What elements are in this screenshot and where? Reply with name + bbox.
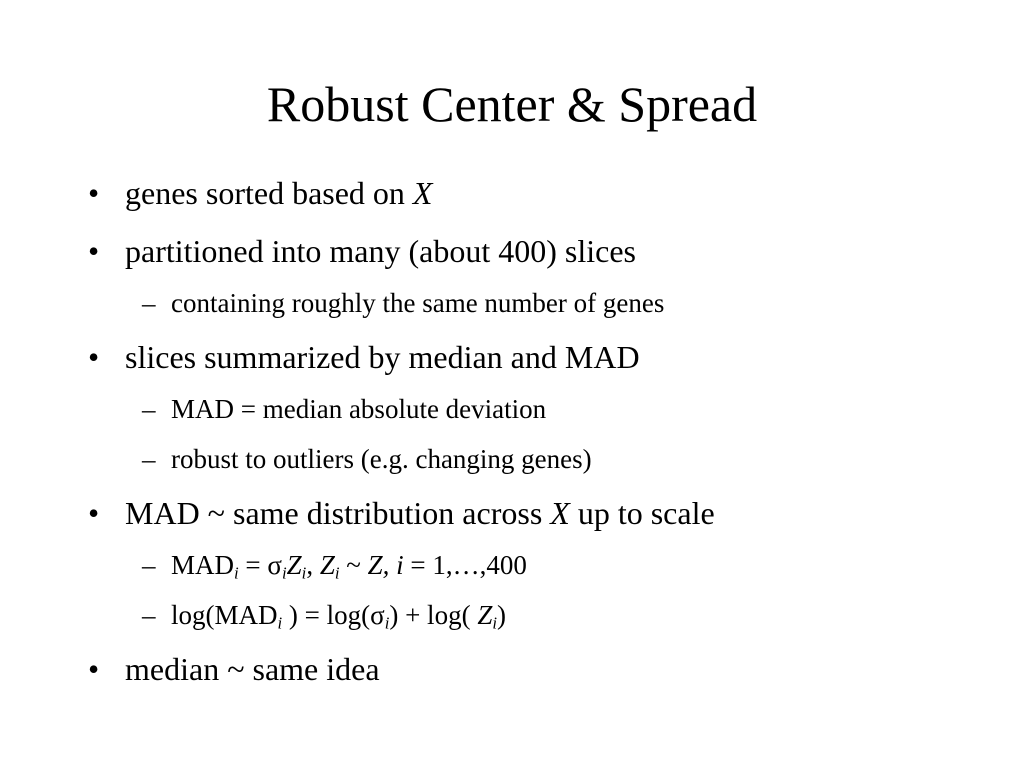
- index-i: i: [334, 563, 340, 583]
- dash-marker: –: [142, 444, 156, 474]
- comma-separator: ,: [306, 550, 320, 580]
- index-range: = 1,…,400: [403, 550, 527, 580]
- variable-z: Z: [286, 550, 302, 580]
- variable-z: Z,: [367, 550, 397, 580]
- variable-z: Z: [477, 600, 493, 630]
- index-i: i: [301, 563, 307, 583]
- dash-marker: –: [142, 394, 156, 424]
- bullet-marker: •: [88, 651, 100, 687]
- bullet-text: [125, 174, 432, 212]
- index-i: i: [492, 613, 497, 633]
- variable-x: X: [550, 495, 570, 531]
- bullet-text-main: genes sorted based on: [125, 175, 413, 211]
- sigma-symbol: σ: [267, 550, 282, 580]
- equation-mad-model: [171, 549, 527, 581]
- sigma-symbol: σ: [370, 600, 385, 630]
- bullet-text: slices summarized by median and MAD: [125, 339, 640, 375]
- index-i: i: [384, 613, 390, 633]
- index-i: i: [281, 563, 287, 583]
- tilde-symbol: ~: [339, 550, 368, 580]
- subbullet-text: containing roughly the same number of genes: [171, 288, 665, 318]
- dash-marker: –: [142, 288, 156, 318]
- bullet-text-main: MAD ~ same distribution across: [125, 495, 551, 531]
- variable-z: Z: [319, 550, 335, 580]
- bullet-marker: •: [88, 233, 100, 269]
- variable-x: X: [412, 175, 433, 211]
- slide-title: Robust Center & Spread: [266, 76, 758, 132]
- bullet-marker: •: [88, 175, 100, 211]
- mad-symbol: MAD: [171, 550, 235, 580]
- bullet-text-tail: up to scale: [569, 495, 715, 531]
- log-equals: ) = log(: [282, 600, 371, 630]
- bullet-text: median ~ same idea: [125, 651, 380, 687]
- bullet-text: partitioned into many (about 400) slices: [125, 233, 636, 269]
- index-i: i: [234, 563, 239, 583]
- subbullet-text: MAD = median absolute deviation: [171, 394, 547, 424]
- dash-marker: –: [142, 550, 156, 580]
- index-i: i: [396, 550, 404, 580]
- log-mad: log(MAD: [171, 600, 278, 630]
- subbullet-text: robust to outliers (e.g. changing genes): [171, 444, 592, 474]
- equals-sign: =: [238, 550, 268, 580]
- close-paren: ): [497, 600, 506, 630]
- bullet-text: [125, 494, 715, 532]
- equation-log: [171, 599, 506, 631]
- bullet-marker: •: [88, 495, 100, 531]
- log-plus: ) + log(: [389, 600, 478, 630]
- dash-marker: –: [142, 600, 156, 630]
- bullet-marker: •: [88, 339, 100, 375]
- index-i: i: [277, 613, 283, 633]
